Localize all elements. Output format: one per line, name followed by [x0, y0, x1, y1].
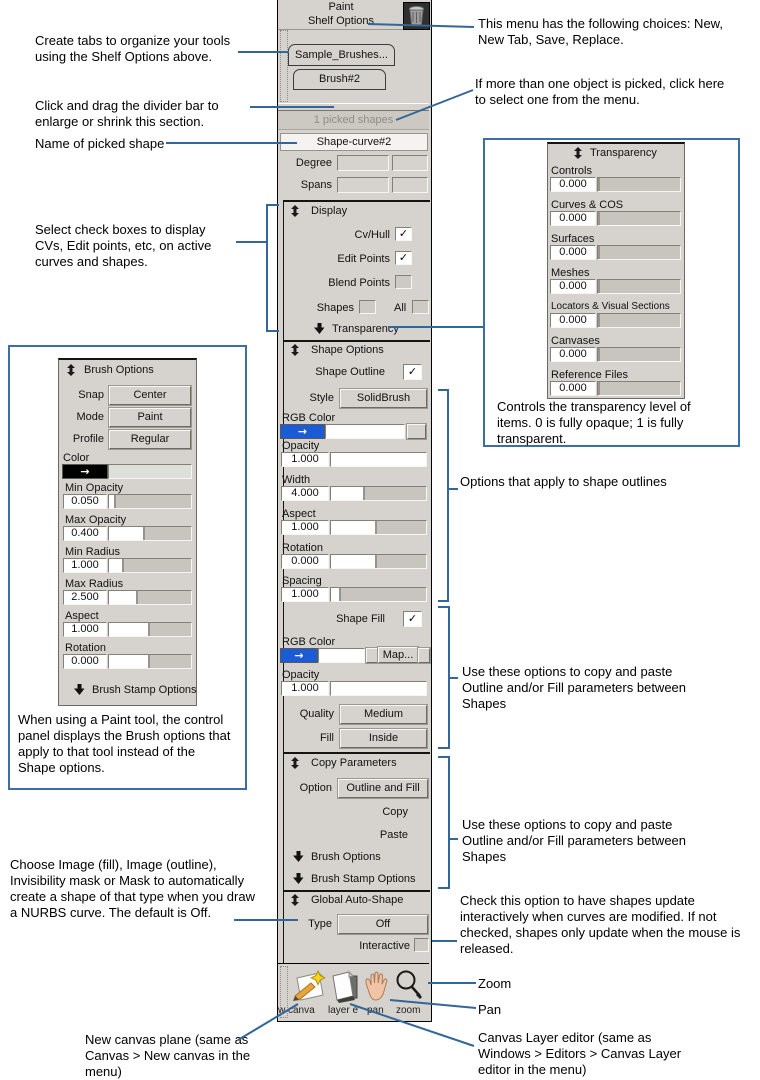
max-radius-label: Max Radius — [65, 578, 124, 590]
fill-color-extra-button[interactable] — [366, 648, 378, 663]
fill-color-swatch[interactable]: → — [280, 648, 318, 663]
profile-button[interactable]: Regular — [109, 430, 191, 449]
copy-parameters-section — [283, 752, 430, 892]
min-opacity-slider[interactable] — [108, 494, 192, 509]
panel-title: Paint — [328, 1, 354, 13]
type-label: Type — [308, 918, 332, 930]
shape-outline-checkbox[interactable]: ✓ — [403, 364, 422, 380]
trash-button[interactable] — [403, 2, 430, 30]
note-auto-shape: Choose Image (fill), Image (outline), Invisibility mask or Mask to automatically create a shape of that type when you draw a NURBS curve. The default is Off. — [10, 857, 255, 920]
transparency-row-field[interactable]: 0.000 — [550, 347, 596, 362]
degree-field-2 — [392, 155, 428, 171]
toolbar-label-zoom: zoom — [396, 1005, 421, 1016]
transparency-row-field[interactable]: 0.000 — [550, 381, 596, 396]
divider-bar[interactable] — [278, 103, 429, 111]
transparency-row-slider[interactable] — [597, 313, 681, 328]
brush-options-title: Brush Options — [84, 364, 154, 376]
note-zoom: Zoom — [478, 976, 512, 991]
rgb-color-label: RGB Color — [282, 412, 336, 424]
collapse-section-icon[interactable] — [290, 894, 300, 906]
shape-outline-label: Shape Outline — [315, 366, 385, 378]
fill-mode-label: Fill — [319, 732, 334, 744]
pan-icon[interactable] — [363, 971, 390, 1004]
type-button[interactable]: Off — [338, 915, 428, 934]
transparency-row-field[interactable]: 0.000 — [550, 279, 596, 294]
blend-points-checkbox[interactable] — [395, 275, 412, 289]
expand-arrow-icon[interactable] — [293, 873, 304, 884]
trash-icon — [408, 5, 425, 26]
picked-status-bar[interactable]: 1 picked shapes — [278, 111, 429, 130]
tab-sample-brushes[interactable]: Sample_Brushes... — [288, 44, 395, 66]
cvhull-label: Cv/Hull — [354, 229, 390, 241]
max-opacity-field[interactable]: 0.400 — [63, 526, 107, 541]
brush-aspect-field[interactable]: 1.000 — [63, 622, 107, 637]
outline-color-swatch[interactable]: → — [280, 424, 325, 439]
width-field[interactable]: 4.000 — [281, 486, 329, 501]
transparency-row-field[interactable]: 0.000 — [550, 313, 596, 328]
copy-button[interactable]: Copy — [382, 806, 408, 818]
transparency-row-slider[interactable] — [597, 177, 681, 192]
brush-color-swatch[interactable]: → — [62, 464, 108, 479]
note-layer-editor: Canvas Layer editor (same as Windows > Editors > Canvas Layer editor in the menu) — [478, 1030, 682, 1077]
transparency-row-slider[interactable] — [597, 211, 681, 226]
fill-color-field[interactable] — [318, 648, 365, 663]
all-label: All — [394, 302, 407, 314]
collapse-section-icon[interactable] — [573, 147, 583, 159]
shapes-label: Shapes — [316, 302, 354, 314]
collapse-section-icon[interactable] — [66, 364, 76, 376]
note-pan: Pan — [478, 1002, 502, 1017]
transparency-row-label: Reference Files — [551, 369, 629, 381]
fill-opacity-field[interactable]: 1.000 — [281, 681, 329, 696]
spans-field-1 — [337, 177, 389, 193]
max-radius-slider[interactable] — [108, 590, 192, 605]
transparency-title: Transparency — [590, 147, 657, 159]
aspect-slider[interactable] — [330, 520, 427, 535]
note-copy-fill: Use these options to copy and paste Outline and/or Fill parameters between Shapes — [462, 664, 687, 711]
collapse-section-icon[interactable] — [290, 344, 300, 356]
expand-arrow-icon[interactable] — [293, 851, 304, 862]
transparency-row-field[interactable]: 0.000 — [550, 211, 596, 226]
min-radius-slider[interactable] — [108, 558, 192, 573]
quality-button[interactable]: Medium — [340, 705, 427, 724]
max-radius-field[interactable]: 2.500 — [63, 590, 107, 605]
spacing-label: Spacing — [282, 575, 322, 587]
opacity-slider[interactable] — [330, 452, 427, 467]
brush-rotation-label: Rotation — [65, 642, 106, 654]
opacity-label: Opacity — [282, 440, 320, 452]
shape-options-title: Shape Options — [311, 344, 384, 356]
brush-stamp-options-link[interactable]: Brush Stamp Options — [92, 684, 197, 696]
snap-label: Snap — [78, 389, 104, 401]
map-extra-button[interactable] — [418, 648, 430, 663]
spacing-field[interactable]: 1.000 — [281, 587, 329, 602]
shelf-drag-handle[interactable] — [280, 30, 288, 102]
transparency-row-label: Locators & Visual Sections — [551, 301, 670, 312]
brush-aspect-slider[interactable] — [108, 622, 192, 637]
display-section-title: Display — [311, 205, 348, 217]
brush-color-field[interactable] — [108, 464, 192, 479]
note-shelf-menu: This menu has the following choices: New, New Tab, Save, Replace. — [478, 16, 723, 47]
shelf-options-menu[interactable]: Shelf Options — [278, 15, 404, 30]
transparency-row-label: Controls — [551, 165, 592, 177]
zoom-icon[interactable] — [393, 969, 425, 1003]
toolbar-label-pan: pan — [367, 1005, 384, 1016]
transparency-row-label: Canvases — [551, 335, 600, 347]
min-opacity-label: Min Opacity — [65, 482, 124, 494]
transparency-row-slider[interactable] — [597, 381, 681, 396]
style-button[interactable]: SolidBrush — [340, 389, 427, 408]
quality-label: Quality — [299, 708, 334, 720]
global-auto-shape-title: Global Auto-Shape — [311, 894, 404, 906]
outline-color-field[interactable] — [325, 424, 405, 439]
note-picked-name: Name of picked shape — [35, 136, 165, 151]
aspect-label: Aspect — [282, 508, 316, 520]
option-label: Option — [299, 782, 332, 794]
fill-opacity-slider[interactable] — [330, 681, 427, 696]
fill-opacity-label: Opacity — [282, 669, 320, 681]
mode-label: Mode — [76, 411, 104, 423]
brush-options-collapsed-link[interactable]: Brush Options — [311, 851, 381, 863]
brush-stamp-collapsed-link[interactable]: Brush Stamp Options — [311, 873, 416, 885]
transparency-row-label: Curves & COS — [551, 199, 624, 211]
transparency-row-label: Meshes — [551, 267, 590, 279]
rotation-field[interactable]: 0.000 — [281, 554, 329, 569]
cvhull-checkbox[interactable]: ✓ — [395, 227, 412, 241]
min-opacity-field[interactable]: 0.050 — [63, 494, 107, 509]
new-canvas-icon[interactable] — [291, 968, 327, 1004]
note-divider: Click and drag the divider bar to enlarge or shrink this section. — [35, 98, 219, 129]
note-check-boxes: Select check boxes to display CVs, Edit points, etc, on active curves and shapes. — [35, 222, 212, 269]
blend-points-label: Blend Points — [328, 277, 390, 289]
transparency-row-slider[interactable] — [597, 279, 681, 294]
picked-shape-name[interactable]: Shape-curve#2 — [280, 133, 428, 151]
edit-points-label: Edit Points — [337, 253, 390, 265]
note-create-tabs: Create tabs to organize your tools using the Shelf Options above. — [35, 33, 231, 64]
snap-button[interactable]: Center — [109, 386, 191, 405]
profile-label: Profile — [72, 433, 104, 445]
toolbar-label-layer-editor: layer e — [328, 1005, 359, 1016]
expand-arrow-icon[interactable] — [314, 323, 325, 334]
max-opacity-label: Max Opacity — [65, 514, 127, 526]
tab-brush2[interactable]: Brush#2 — [293, 69, 386, 90]
transparency-row-slider[interactable] — [597, 245, 681, 260]
edit-points-checkbox[interactable]: ✓ — [395, 251, 412, 265]
brush-aspect-label: Aspect — [65, 610, 99, 622]
interactive-checkbox[interactable] — [414, 938, 429, 952]
paste-button[interactable]: Paste — [379, 829, 408, 841]
transparency-collapsed-link[interactable]: Transparency — [332, 323, 399, 335]
note-new-canvas: New canvas plane (same as Canvas > New canvas in the menu) — [85, 1032, 251, 1079]
brush-rotation-field[interactable]: 0.000 — [63, 654, 107, 669]
style-label: Style — [309, 392, 334, 404]
mode-button[interactable]: Paint — [109, 408, 191, 427]
transparency-row-field[interactable]: 0.000 — [550, 245, 596, 260]
outline-color-extra-button[interactable] — [407, 424, 426, 439]
rotation-slider[interactable] — [330, 554, 427, 569]
layer-editor-icon[interactable] — [329, 970, 361, 1004]
copy-parameters-title: Copy Parameters — [311, 757, 397, 769]
min-radius-label: Min Radius — [65, 546, 121, 558]
toolbar-label-new-canvas: w canva — [278, 1005, 315, 1016]
transparency-row-field[interactable]: 0.000 — [550, 177, 596, 192]
transparency-row-label: Surfaces — [551, 233, 595, 245]
spans-field-2 — [392, 177, 428, 193]
fill-mode-button[interactable]: Inside — [340, 729, 427, 748]
collapse-section-icon[interactable] — [290, 757, 300, 769]
degree-field-1 — [337, 155, 389, 171]
brush-rotation-slider[interactable] — [108, 654, 192, 669]
brush-color-label: Color — [63, 452, 90, 464]
rotation-label: Rotation — [282, 542, 323, 554]
note-copy-params: Use these options to copy and paste Outline and/or Fill parameters between Shapes — [462, 817, 687, 864]
brush-panel-note: When using a Paint tool, the control panel displays the Brush options that apply to that tool instead of the Shape options. — [18, 712, 231, 775]
transparency-row-slider[interactable] — [597, 347, 681, 362]
expand-arrow-icon[interactable] — [74, 684, 85, 695]
max-opacity-slider[interactable] — [108, 526, 192, 541]
note-interactive: Check this option to have shapes update interactively when curves are modified. If not checked, shapes only update when the mouse is released. — [460, 893, 741, 956]
spacing-slider[interactable] — [330, 587, 427, 602]
all-checkbox[interactable] — [412, 300, 429, 314]
width-label: Width — [282, 474, 311, 486]
degree-label: Degree — [295, 157, 332, 169]
note-picked-menu: If more than one object is picked, click here to select one from the menu. — [475, 76, 725, 107]
option-button[interactable]: Outline and Fill — [338, 779, 428, 798]
spans-label: Spans — [300, 179, 332, 191]
shapes-checkbox[interactable] — [359, 300, 376, 314]
shape-fill-label: Shape Fill — [336, 613, 385, 625]
note-outline-options: Options that apply to shape outlines — [460, 474, 667, 489]
shape-fill-checkbox[interactable]: ✓ — [403, 611, 422, 627]
display-section — [283, 200, 430, 340]
aspect-field[interactable]: 1.000 — [281, 520, 329, 535]
interactive-label: Interactive — [359, 940, 410, 952]
min-radius-field[interactable]: 1.000 — [63, 558, 107, 573]
map-button[interactable]: Map... — [378, 647, 418, 663]
transparency-note: Controls the transparency level of items. 0 is fully opaque; 1 is fully transparent. — [497, 399, 691, 446]
width-slider[interactable] — [330, 486, 427, 501]
opacity-field[interactable]: 1.000 — [281, 452, 329, 467]
collapse-section-icon[interactable] — [290, 205, 300, 217]
fill-rgb-color-label: RGB Color — [282, 636, 336, 648]
